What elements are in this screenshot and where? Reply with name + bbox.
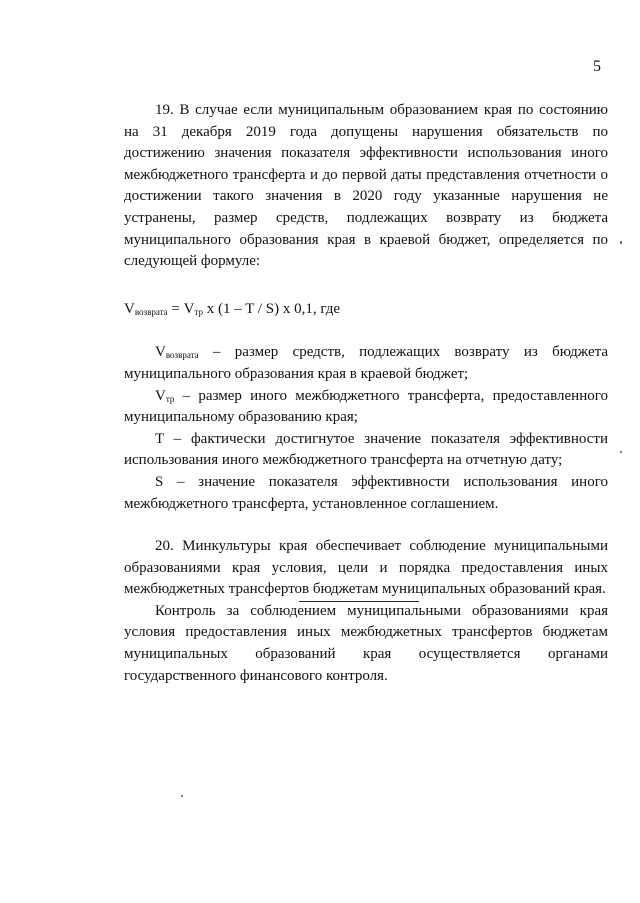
formula bbox=[124, 299, 608, 321]
formula-equals-v: = V bbox=[167, 300, 195, 317]
definition-text: – фактически достигнутое значение показателя эффективности использования иного межбюджетного трансферта на отчетную дату; bbox=[124, 430, 608, 469]
document-body bbox=[124, 100, 608, 687]
definition-v-tr bbox=[124, 386, 608, 429]
formula-v-return: V bbox=[124, 300, 135, 317]
end-separator-line bbox=[299, 601, 419, 602]
formula-v-tr-subscript: тр bbox=[194, 306, 203, 317]
definition-subscript: возврата bbox=[165, 350, 199, 361]
control-paragraph: Контроль за соблюдением муниципальными образованиями края условия предоставления иных межбюджетных трансфертов бюджетам муниципальных образований края осуществляется органами государственного финансового контроля. bbox=[124, 602, 608, 684]
paragraph-gap bbox=[124, 515, 608, 536]
definition-v-return bbox=[124, 342, 608, 385]
formula-rest: x (1 – T / S) x 0,1, где bbox=[202, 300, 341, 317]
scan-speck bbox=[620, 451, 622, 453]
definition-symbol: T bbox=[155, 430, 164, 447]
definition-t bbox=[124, 429, 608, 472]
page-number: 5 bbox=[593, 58, 601, 75]
clause-19: 19. В случае если муниципальным образованием края по состоянию на 31 декабря 2019 года допущены нарушения обязательств по достижению значения показателя эффективности использования иного межбюджетного трансферта и до первой даты представления отчетности о достижении такого значения в 2020 году указанные нарушения не устранены, размер средств, подлежащих возврату из бюджета муниципального образования края в краевой бюджет, определяется по следующей формуле: bbox=[124, 102, 608, 270]
formula-v-return-subscript: возврата bbox=[134, 306, 168, 317]
definition-text: – размер средств, подлежащих возврату из бюджета муниципального образования края в краевой бюджет; bbox=[124, 344, 608, 382]
definition-symbol: V bbox=[155, 387, 166, 404]
definition-s bbox=[124, 472, 608, 515]
scan-speck bbox=[181, 795, 183, 797]
definition-symbol: V bbox=[155, 344, 166, 361]
definition-text: – размер иного межбюджетного трансферта, предоставленного муниципальному образованию края; bbox=[124, 387, 608, 426]
clause-20: 20. Минкультуры края обеспечивает соблюдение муниципальными образованиями края условия, цели и порядка предоставления иных межбюджетных трансфертов бюджетам муниципальных образований края. bbox=[124, 538, 608, 598]
definition-subscript: тр bbox=[165, 393, 175, 404]
definition-symbol: S bbox=[155, 473, 164, 490]
definition-text: – значение показателя эффективности использования иного межбюджетного трансферта, установленное соглашением. bbox=[124, 473, 608, 512]
scan-speck bbox=[620, 241, 622, 244]
